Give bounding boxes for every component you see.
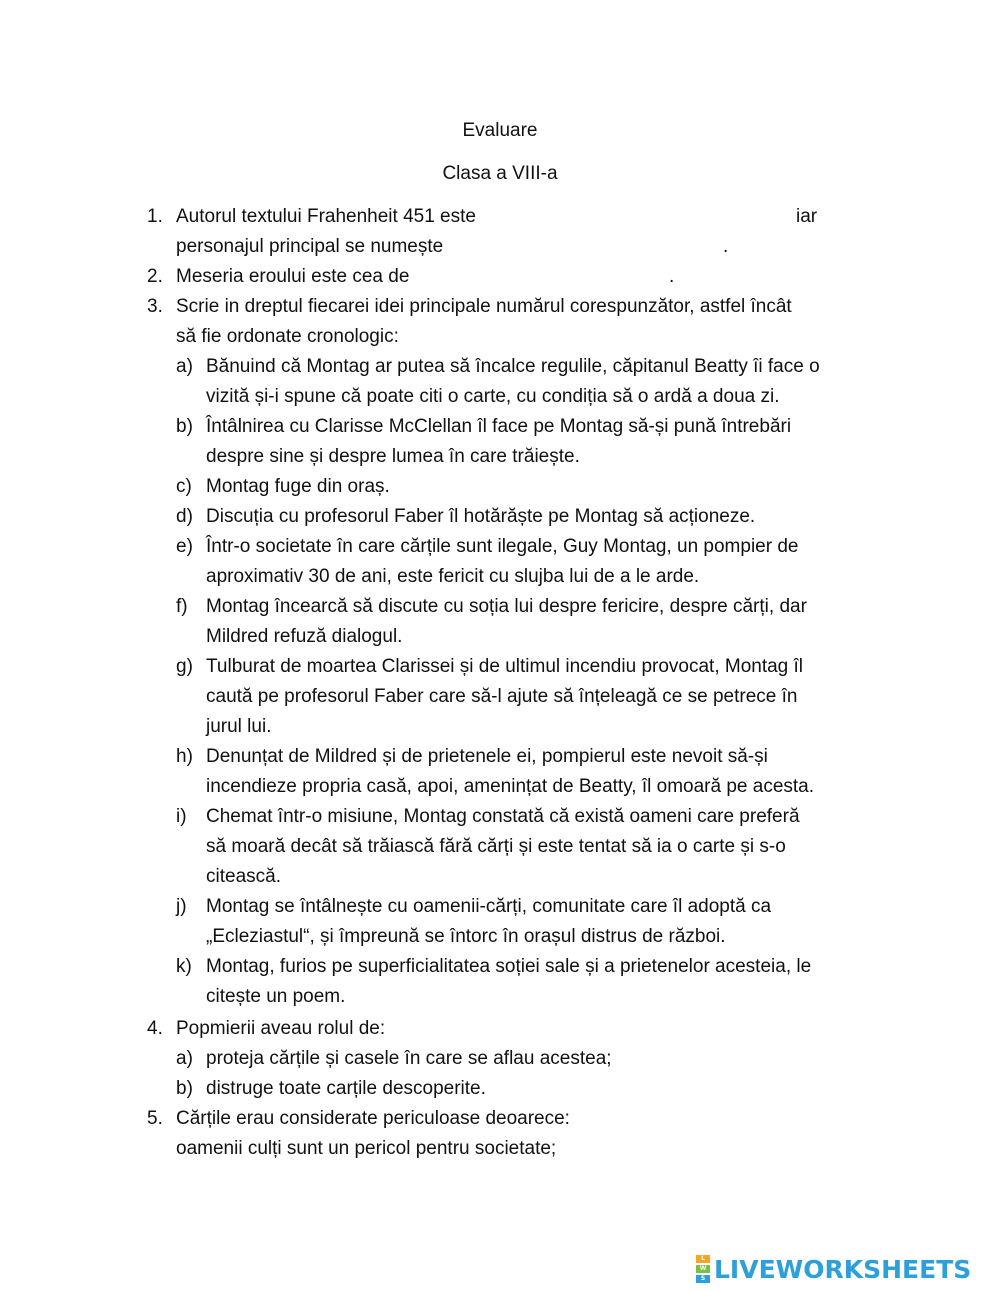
item-letter: j) xyxy=(176,896,187,917)
question-5-text: Cărțile erau considerate periculoase deoarece: xyxy=(176,1108,570,1129)
logo-mark-letter: W xyxy=(696,1265,710,1273)
option-letter: b) xyxy=(176,1078,193,1099)
option-b-text[interactable]: distruge toate carțile descoperite. xyxy=(206,1078,486,1099)
item-letter: k) xyxy=(176,956,192,977)
item-letter: i) xyxy=(176,806,187,827)
item-text: Mildred refuză dialogul. xyxy=(206,626,403,647)
logo-mark-letter: L xyxy=(696,1255,710,1263)
question-number: 5. xyxy=(147,1108,163,1129)
question-2-period: . xyxy=(669,266,675,287)
page-title: Evaluare xyxy=(462,120,538,141)
item-text: Montag încearcă să discute cu soția lui despre fericire, despre cărți, dar xyxy=(206,596,807,617)
logo-mark-letter: S xyxy=(696,1275,710,1283)
item-text: Montag fuge din oraș. xyxy=(206,476,390,497)
item-letter: a) xyxy=(176,356,193,377)
item-text: Bănuind că Montag ar putea să încalce regulile, căpitanul Beatty îi face o xyxy=(206,356,820,377)
question-4-text: Popmierii aveau rolul de: xyxy=(176,1018,386,1039)
question-number: 4. xyxy=(147,1018,163,1039)
question-1-text: Autorul textului Frahenheit 451 este xyxy=(176,206,476,227)
question-2-text: Meseria eroului este cea de xyxy=(176,266,410,287)
item-text: incendieze propria casă, apoi, amenințat de Beatty, îl omoară pe acesta. xyxy=(206,776,815,797)
item-text: „Ecleziastul“, și împreună se întorc în orașul distrus de război. xyxy=(206,926,726,947)
item-text: citească. xyxy=(206,866,281,887)
liveworksheets-logo xyxy=(696,1252,971,1286)
item-text: Chemat într-o misiune, Montag constată că există oameni care preferă xyxy=(206,806,800,827)
item-letter: g) xyxy=(176,656,193,677)
question-number: 3. xyxy=(147,296,163,317)
item-text: Montag se întâlnește cu oamenii-cărți, comunitate care îl adoptă ca xyxy=(206,896,772,917)
item-text: Discuția cu profesorul Faber îl hotărăște pe Montag să acționeze. xyxy=(206,506,756,527)
question-number: 1. xyxy=(147,206,163,227)
question-1-text-end: iar xyxy=(796,206,818,227)
item-text: Montag, furios pe superficialitatea soției sale și a prietenelor acesteia, le xyxy=(206,956,812,977)
item-letter: b) xyxy=(176,416,193,437)
question-1-text-2: personajul principal se numește xyxy=(176,236,444,257)
item-text: Întâlnirea cu Clarisse McClellan îl face pe Montag să-și pună întrebări xyxy=(206,416,792,437)
question-1-period: . xyxy=(723,236,729,257)
item-text: vizită și-i spune că poate citi o carte, cu condiția să o ardă a doua zi. xyxy=(206,386,780,407)
option-letter: a) xyxy=(176,1048,193,1069)
item-text: Denunțat de Mildred și de prietenele ei, pompierul este nevoit să-și xyxy=(206,746,768,767)
item-text: caută pe profesorul Faber care să-l ajute să înțeleagă ce se petrece în xyxy=(206,686,798,707)
item-text: jurul lui. xyxy=(206,716,272,737)
question-3-text-2: să fie ordonate cronologic: xyxy=(176,326,399,347)
question-number: 2. xyxy=(147,266,163,287)
item-letter: c) xyxy=(176,476,192,497)
question-3-text: Scrie in dreptul fiecarei idei principale numărul corespunzător, astfel încât xyxy=(176,296,792,317)
option-a-text[interactable]: proteja cărțile și casele în care se aflau acestea; xyxy=(206,1048,612,1069)
item-letter: f) xyxy=(176,596,188,617)
item-text: citește un poem. xyxy=(206,986,346,1007)
question-5-answer[interactable]: oamenii culți sunt un pericol pentru societate; xyxy=(176,1138,557,1159)
page-subtitle: Clasa a VIII-a xyxy=(442,163,558,184)
item-letter: d) xyxy=(176,506,193,527)
logo-mark-icon xyxy=(696,1254,710,1284)
item-text: despre sine și despre lumea în care trăiește. xyxy=(206,446,580,467)
item-text: aproximativ 30 de ani, este fericit cu slujba lui de a le arde. xyxy=(206,566,700,587)
item-text: Într-o societate în care cărțile sunt ilegale, Guy Montag, un pompier de xyxy=(206,536,799,557)
item-letter: e) xyxy=(176,536,193,557)
logo-text: LIVEWORKSHEETS xyxy=(714,1254,972,1284)
item-text: să moară decât să trăiască fără cărți și este tentat să ia o carte și s-o xyxy=(206,836,786,857)
item-text: Tulburat de moartea Clarissei și de ultimul incendiu provocat, Montag îl xyxy=(206,656,804,677)
item-letter: h) xyxy=(176,746,193,767)
